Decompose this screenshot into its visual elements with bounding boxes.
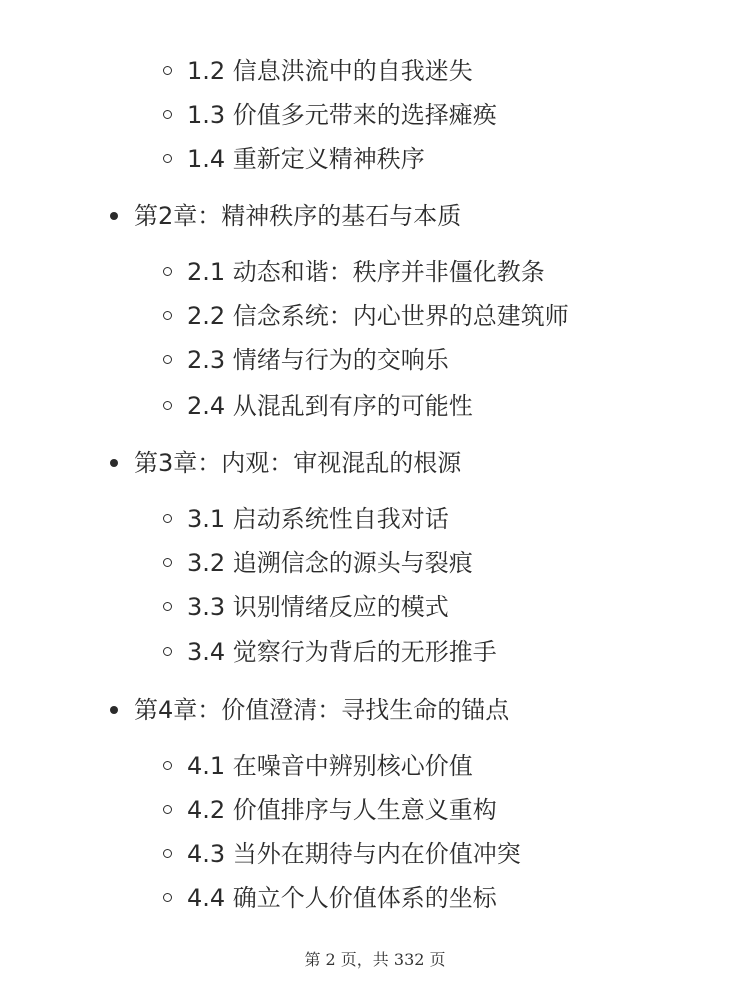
toc-section-label: 1.2 信息洪流中的自我迷失 xyxy=(187,57,473,85)
toc-section-label: 4.3 当外在期待与内在价值冲突 xyxy=(187,840,521,868)
toc-section-label: 2.2 信念系统：内心世界的总建筑师 xyxy=(187,302,569,330)
hollow-bullet-icon xyxy=(163,761,172,770)
hollow-bullet-icon xyxy=(163,267,172,276)
toc-section-label: 2.1 动态和谐：秩序并非僵化教条 xyxy=(187,258,545,286)
hollow-bullet-icon xyxy=(163,154,172,163)
toc-chapter-title: 第2章：精神秩序的基石与本质 xyxy=(134,202,462,230)
hollow-bullet-icon xyxy=(163,311,172,320)
hollow-bullet-icon xyxy=(163,66,172,75)
toc-section-label: 3.4 觉察行为背后的无形推手 xyxy=(187,638,497,666)
toc-section-label: 4.2 价值排序与人生意义重构 xyxy=(187,796,497,824)
toc-section-label: 4.1 在噪音中辨别核心价值 xyxy=(187,752,473,780)
toc-section-label: 3.1 启动系统性自我对话 xyxy=(187,505,449,533)
toc-section-label: 4.4 确立个人价值体系的坐标 xyxy=(187,884,497,912)
hollow-bullet-icon xyxy=(163,558,172,567)
toc-section-label: 3.3 识别情绪反应的模式 xyxy=(187,593,449,621)
hollow-bullet-icon xyxy=(163,110,172,119)
toc-chapter-title: 第4章：价值澄清：寻找生命的锚点 xyxy=(134,696,510,724)
toc-section-label: 1.4 重新定义精神秩序 xyxy=(187,145,425,173)
hollow-bullet-icon xyxy=(163,849,172,858)
hollow-bullet-icon xyxy=(163,805,172,814)
hollow-bullet-icon xyxy=(163,355,172,364)
hollow-bullet-icon xyxy=(163,514,172,523)
hollow-bullet-icon xyxy=(163,602,172,611)
filled-bullet-icon xyxy=(110,459,118,467)
toc-chapter-title: 第3章：内观：审视混乱的根源 xyxy=(134,449,462,477)
hollow-bullet-icon xyxy=(163,893,172,902)
toc-section-label: 2.3 情绪与行为的交响乐 xyxy=(187,346,449,374)
filled-bullet-icon xyxy=(110,706,118,714)
toc-section-label: 3.2 追溯信念的源头与裂痕 xyxy=(187,549,473,577)
toc-section-label: 2.4 从混乱到有序的可能性 xyxy=(187,392,473,420)
toc-section-label: 1.3 价值多元带来的选择瘫痪 xyxy=(187,101,497,129)
hollow-bullet-icon xyxy=(163,647,172,656)
page-number-footer: 第 2 页，共 332 页 xyxy=(304,950,446,969)
filled-bullet-icon xyxy=(110,212,118,220)
hollow-bullet-icon xyxy=(163,401,172,410)
